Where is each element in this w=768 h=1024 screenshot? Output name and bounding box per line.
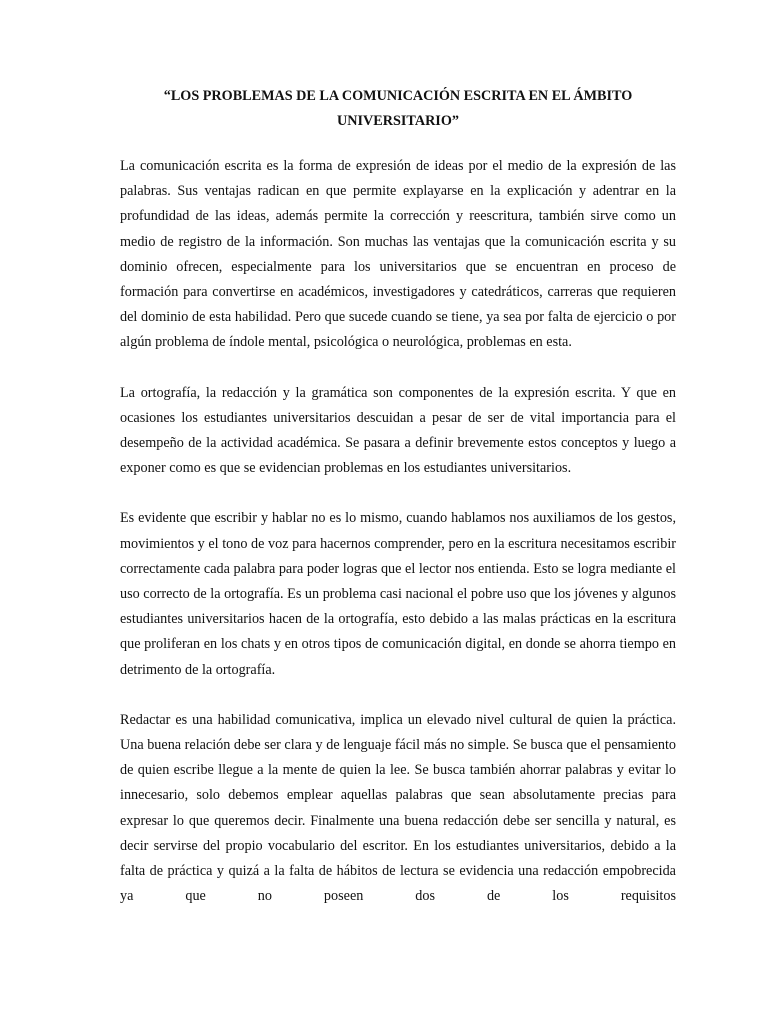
paragraph-4: Redactar es una habilidad comunicativa, implica un elevado nivel cultural de quien la práctica. Una buena relación debe ser clara y de lenguaje fácil más no simple. Se busca que el pensamiento de quien escribe llegue a la mente de quien la lee. Se busca también ahorrar palabras y evitar lo innecesario, solo debemos emplear aquellas palabras que sean absolutamente precias para expresar lo que queremos decir. Finalmente una buena redacción debe ser sencilla y natural, es decir servirse del propio vocabulario del escritor. En los estudiantes universitarios, debido a la falta de práctica y quizá a la falta de hábitos de lectura se evidencia una redacción empobrecida ya que no poseen dos de los requisitos [120, 711, 676, 905]
paragraph-2: La ortografía, la redacción y la gramática son componentes de la expresión escrita. Y que en ocasiones los estudiantes universitarios descuidan a pesar de ser de vital importancia para el desempeño de la actividad académica. Se pasara a definir brevemente estos conceptos y luego a exponer como es que se evidencian problemas en los estudiantes universitarios. [120, 384, 676, 477]
document-body [120, 84, 676, 909]
paragraph-1: La comunicación escrita es la forma de expresión de ideas por el medio de la expresión de las palabras. Sus ventajas radican en que permite explayarse en la explicación y adentrar en la profundidad de las ideas, además permite la corrección y reescritura, también sirve como un medio de registro de la información. Son muchas las ventajas que la comunicación escrita y su dominio ofrecen, especialmente para los universitarios que se encuentran en proceso de formación para convertirse en académicos, investigadores y catedráticos, carreras que requieren del dominio de esta habilidad. Pero que sucede cuando se tiene, ya sea por falta de ejercicio o por algún problema de índole mental, psicológica o neurológica, problemas en esta. [120, 158, 676, 351]
paragraph-3: Es evidente que escribir y hablar no es lo mismo, cuando hablamos nos auxiliamos de los gestos, movimientos y el tono de voz para hacernos comprender, pero en la escritura necesitamos escribir correctamente cada palabra para poder logras que el lector nos entienda. Esto se logra mediante el uso correcto de la ortografía. Es un problema casi nacional el pobre uso que los jóvenes y algunos estudiantes universitarios hacen de la ortografía, esto debido a las malas prácticas en la escritura que proliferan en los chats y en otros tipos de comunicación digital, en donde se ahorra tiempo en detrimento de la ortografía. [120, 510, 676, 678]
document-title: “LOS PROBLEMAS DE LA COMUNICACIÓN ESCRITA EN EL ÁMBITO UNIVERSITARIO” [163, 88, 633, 129]
